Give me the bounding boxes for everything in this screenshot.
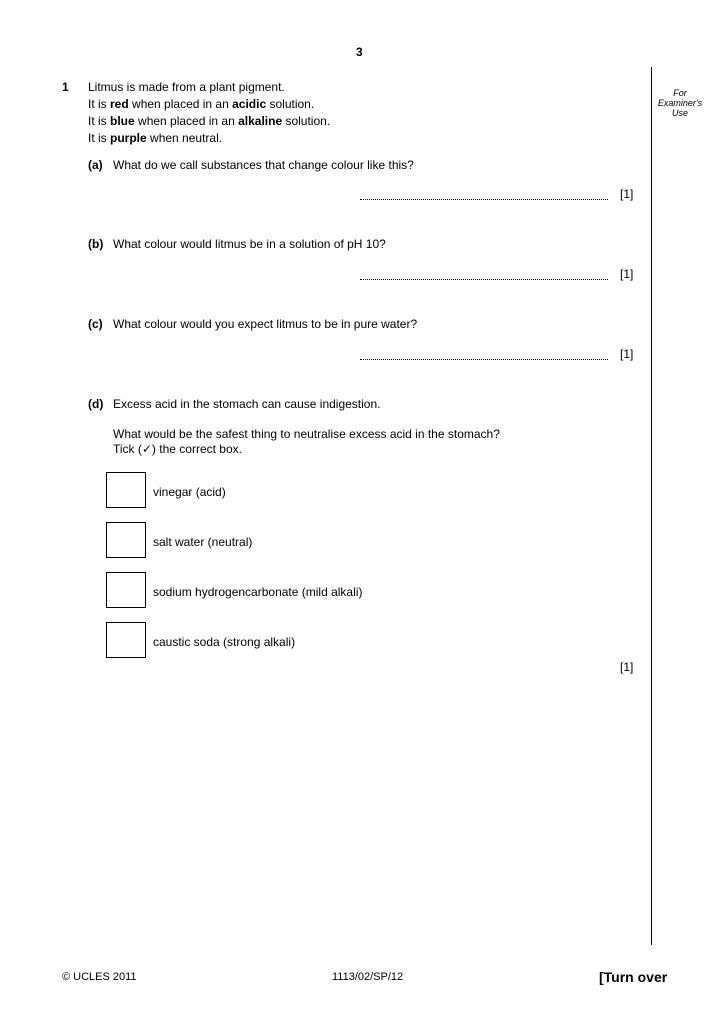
part-c-label: (c) [88, 317, 103, 331]
part-a-marks: [1] [620, 187, 634, 201]
intro-2b: red [110, 97, 129, 111]
part-d-prompt-1: What would be the safest thing to neutralise excess acid in the stomach? [113, 427, 500, 441]
option-salt-water: salt water (neutral) [153, 535, 253, 549]
part-b-marks: [1] [620, 267, 634, 281]
examiner-label-line3: Use [671, 108, 688, 118]
intro-line-2 [88, 97, 314, 111]
part-b-text: What colour would litmus be in a solution of pH 10? [113, 237, 386, 251]
part-d-prompt-2: Tick (✓) the correct box. [113, 442, 242, 456]
intro-2c: when placed in an [128, 97, 233, 111]
part-b-label: (b) [88, 237, 104, 251]
examiner-label-line2: Examiner's [657, 98, 703, 108]
footer-paper-code: 1113/02/SP/12 [332, 971, 404, 983]
option-caustic-soda: caustic soda (strong alkali) [153, 635, 296, 649]
intro-line-1: Litmus is made from a plant pigment. [88, 80, 285, 94]
intro-line-4 [88, 131, 222, 145]
tick-box-vinegar[interactable] [106, 472, 146, 508]
part-c-text: What colour would you expect litmus to be in pure water? [113, 317, 418, 331]
examiner-label-line1: For [673, 88, 687, 98]
part-d-label: (d) [88, 397, 104, 411]
footer-copyright: © UCLES 2011 [62, 971, 137, 983]
option-vinegar: vinegar (acid) [153, 485, 226, 499]
intro-3d: alkaline [238, 114, 283, 128]
part-a-answer-line[interactable] [360, 199, 608, 200]
intro-3c: when placed in an [134, 114, 239, 128]
part-c-marks: [1] [620, 347, 634, 361]
intro-3a: It is [88, 114, 111, 128]
footer-turn-over: [Turn over [599, 969, 668, 985]
examiner-use-label [652, 88, 708, 118]
intro-line-3 [88, 114, 330, 128]
intro-4a: It is [88, 131, 111, 145]
intro-3b: blue [110, 114, 135, 128]
intro-3e: solution. [282, 114, 331, 128]
part-d-text: Excess acid in the stomach can cause indigestion. [113, 397, 381, 411]
intro-2e: solution. [266, 97, 315, 111]
intro-2d: acidic [232, 97, 267, 111]
tick-box-sodium-hydrogencarbonate[interactable] [106, 572, 146, 608]
option-sodium-hydrogencarbonate: sodium hydrogencarbonate (mild alkali) [153, 585, 363, 599]
intro-2a: It is [88, 97, 111, 111]
intro-4b: purple [110, 131, 147, 145]
intro-4c: when neutral. [146, 131, 223, 145]
part-b-answer-line[interactable] [360, 279, 608, 280]
tick-box-caustic-soda[interactable] [106, 622, 146, 658]
page-number: 3 [356, 45, 363, 59]
part-a-label: (a) [88, 158, 103, 172]
part-d-marks: [1] [620, 660, 634, 674]
tick-box-salt-water[interactable] [106, 522, 146, 558]
part-c-answer-line[interactable] [360, 359, 608, 360]
examiner-margin-line [651, 67, 652, 945]
question-number: 1 [62, 80, 69, 94]
part-a-text: What do we call substances that change colour like this? [113, 158, 414, 172]
